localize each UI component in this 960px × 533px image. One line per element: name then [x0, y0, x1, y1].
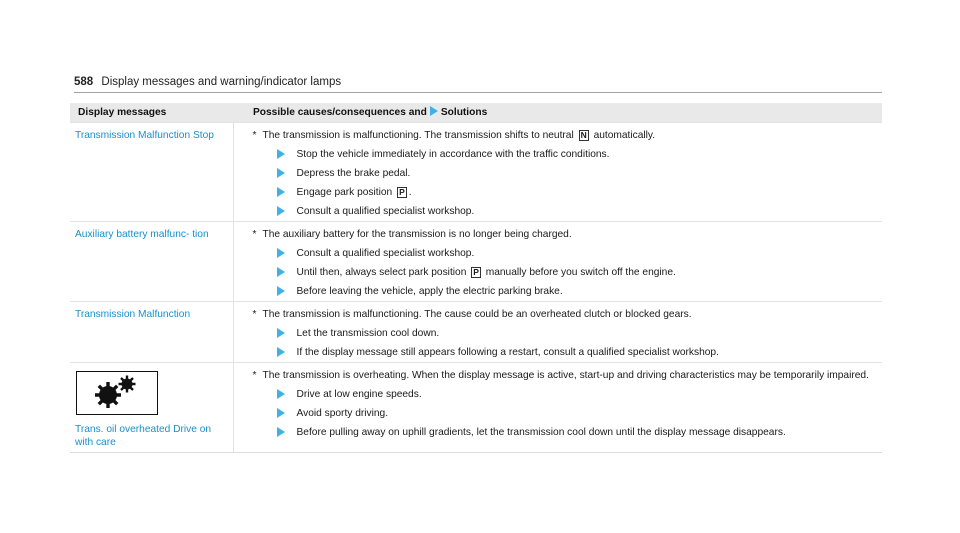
arrow-icon	[277, 389, 285, 399]
step-text: Engage park position	[296, 187, 393, 198]
cause: * The transmission is malfunctioning. The cause could be an overheated clutch or blocked gears.	[252, 309, 692, 320]
page-title: Display messages and warning/indicator lamps	[101, 76, 342, 88]
header-causes-label: Possible causes/consequences and	[253, 107, 427, 118]
header-display-messages: Display messages	[70, 103, 233, 123]
page-number: 588	[74, 76, 94, 88]
table-header-row	[70, 103, 882, 123]
header-causes-solutions	[233, 103, 882, 123]
solution-step	[277, 148, 877, 161]
step-text: Drive at low engine speeds.	[296, 389, 422, 400]
step-text: Let the transmission cool down.	[296, 328, 440, 339]
cause: * The transmission is malfunctioning. The transmission shifts to neutral N automatically.	[252, 130, 656, 141]
solution-step	[277, 285, 877, 298]
cause-text: The auxiliary battery for the transmission is no longer being charged.	[262, 229, 572, 240]
arrow-icon	[277, 408, 285, 418]
header-rule	[74, 92, 882, 93]
solution-step	[277, 388, 877, 401]
solution-step	[277, 205, 877, 218]
message-cell	[70, 363, 233, 453]
solution-step	[277, 167, 877, 180]
solution-step	[277, 327, 877, 340]
solution-arrow-icon	[430, 106, 438, 116]
table-row	[70, 222, 882, 302]
causes-cell	[233, 222, 882, 302]
page-header	[74, 76, 341, 88]
solution-step	[277, 426, 877, 439]
cause-text: The transmission is malfunctioning. The cause could be an overheated clutch or blocked gears.	[262, 309, 692, 320]
arrow-icon	[277, 168, 285, 178]
cause-text-after: automatically.	[593, 130, 656, 141]
display-message: Trans. oil overheated Drive on with care	[75, 424, 212, 448]
display-message: Transmission Malfunction Stop	[75, 130, 214, 141]
arrow-icon	[277, 248, 285, 258]
message-cell	[70, 222, 233, 302]
cause-text: The transmission is malfunctioning. The transmission shifts to neutral	[262, 130, 574, 141]
message-cell	[70, 123, 233, 222]
cause-text: The transmission is overheating. When the display message is active, start-up and driving characteristics may be temporarily impaired.	[262, 370, 869, 381]
arrow-icon	[277, 427, 285, 437]
cause: * The transmission is overheating. When the display message is active, start-up and driving characteristics may be temporarily impaired.	[252, 370, 869, 381]
display-message: Transmission Malfunction	[75, 309, 191, 320]
arrow-icon	[277, 286, 285, 296]
step-text: Before leaving the vehicle, apply the electric parking brake.	[296, 286, 563, 297]
causes-cell	[233, 363, 882, 453]
message-cell	[70, 302, 233, 363]
step-text: Before pulling away on uphill gradients, let the transmission cool down until the display message disappears.	[296, 427, 786, 438]
arrow-icon	[277, 149, 285, 159]
park-symbol: P	[473, 267, 479, 277]
park-symbol: P	[399, 187, 405, 197]
causes-cell	[233, 123, 882, 222]
header-solutions-label: Solutions	[440, 107, 488, 118]
arrow-icon	[277, 206, 285, 216]
display-messages-table	[70, 103, 882, 453]
step-text: Depress the brake pedal.	[296, 168, 411, 179]
table-row	[70, 123, 882, 222]
causes-cell	[233, 302, 882, 363]
step-text: Stop the vehicle immediately in accordance with the traffic conditions.	[296, 149, 610, 160]
cause: * The auxiliary battery for the transmission is no longer being charged.	[252, 229, 572, 240]
step-text: Avoid sporty driving.	[296, 408, 389, 419]
gears-overheat-icon	[76, 371, 158, 415]
step-text: Until then, always select park position	[296, 267, 467, 278]
solution-step	[277, 247, 877, 260]
step-text-after: manually before you switch off the engine.	[485, 267, 676, 278]
solution-step	[277, 346, 877, 359]
display-message: Auxiliary battery malfunc- tion	[75, 229, 209, 240]
arrow-icon	[277, 187, 285, 197]
step-text: Consult a qualified specialist workshop.	[296, 206, 475, 217]
table-row	[70, 363, 882, 453]
arrow-icon	[277, 347, 285, 357]
solution-step	[277, 186, 877, 199]
table-row	[70, 302, 882, 363]
arrow-icon	[277, 328, 285, 338]
solution-step	[277, 407, 877, 420]
step-text-after: .	[408, 187, 412, 198]
arrow-icon	[277, 267, 285, 277]
solution-step	[277, 266, 877, 279]
neutral-symbol: N	[580, 130, 587, 140]
step-text: Consult a qualified specialist workshop.	[296, 248, 475, 259]
step-text: If the display message still appears following a restart, consult a qualified specialist workshop.	[296, 347, 719, 358]
